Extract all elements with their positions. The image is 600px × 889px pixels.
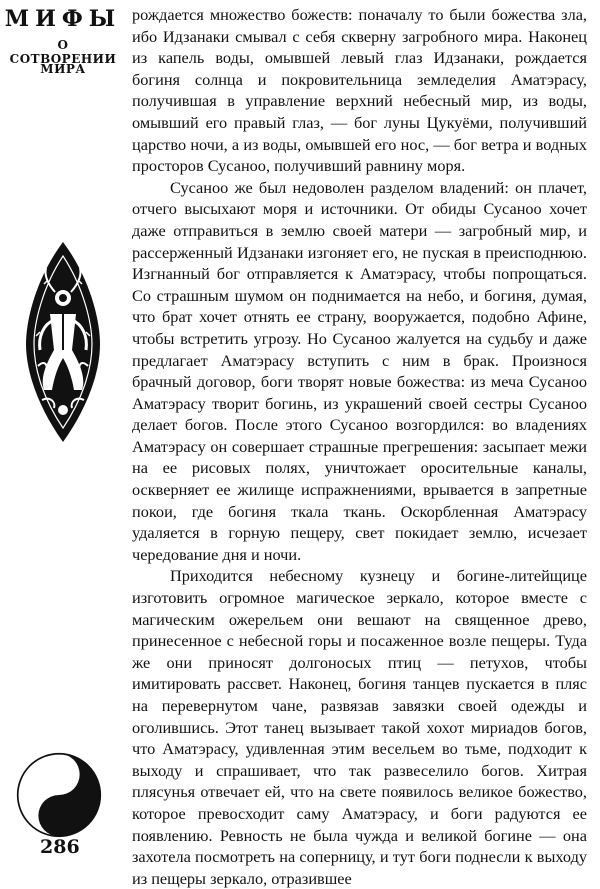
paragraph-2: Сусаноо же был недоволен разделом владений: он плачет, отчего высыхают моря и источники. От обиды Сусаноо хочет даже отправиться в землю своей матери — загробный мир, и рассерженный Идзанаки изгоняет его, не пуская в преисподнюю. Изгнанный бог отправляется к Аматэрасу, чтобы попрощаться. Со страшным шумом он поднимается на небо, и богиня, думая, что брат хочет отнять ее страну, вооружается, подобно Афине, чтобы встретить угрозу. Но Сусаноо жалуется на судьбу и даже предлагает Аматэрасу вступить с ним в брак. Произнося брачный договор, боги творят новые божества: из меча Сусаноо Аматэрасу творит богинь, из украшений своей сестры Сусаноо делает богов. После этого Сусаноо возгордился: во владениях Аматэрасу он совершает страшные прегрешения: засыпает межи на ее рисовых полях, уничтожает оросительные каналы, оскверняет ее жилище испражнениями, врывается в запретные покои, где богиня ткала ткань. Оскорбленная Аматэрасу удаляется в горную пещеру, свет покидает землю, исчезает чередование дня и ночи. (132, 177, 587, 564)
deity-emblem-icon (24, 240, 102, 444)
body-text (132, 4, 587, 889)
section-subtitle-line-1: О СОТВОРЕНИИ (9, 38, 117, 66)
paragraph-1: рождается множество божеств: поначалу то были божества зла, ибо Идзанаки смывал с себя скверну загробного мира. Наконец из капель воды, омывшей левый глаз Идзанаки, рождается богиня солнца и покровительница земледелия Аматэрасу, получившая в управление верхний небесный мир, из воды, омывший его правый глаз, — бог луны Цукуёми, получивший царство ночи, а из воды, омывшей его нос, — бог ветра и водных просторов Сусаноо, получивший равнину моря. (132, 5, 587, 176)
yin-yang-icon (16, 752, 102, 838)
page-number: 286 (40, 836, 80, 858)
section-title: МИФЫ (4, 6, 122, 32)
paragraph-3: Приходится небесному кузнецу и богине-литейщице изготовить огромное магическое зеркало, которое вместе с магическим ожерельем они вешают на священное древо, принесенное с небесной горы и посаженное возле пещеры. Туда же они приносят долгоносых птиц — петухов, чтобы имитировать рассвет. Наконец, богиня танцев пускается в пляс на перевернутом чане, развязав завязки своей одежды и оголившись. Этот танец вызывает такой хохот мириадов богов, что Аматэрасу, удивленная этим весельем во тьме, подходит к выходу и спрашивает, что так развеселило богов. Хитрая плясунья отвечает ей, что на свете появилось великое божество, которое превосходит саму Аматэрасу, и боги радуются ее появлению. Ревность не была чужда и великой богине — она захотела посмотреть на соперницу, и тут боги поднесли к выходу из пещеры зеркало, отразившее (132, 566, 587, 888)
sidebar (0, 0, 128, 872)
section-subtitle-line-2: МИРА (40, 62, 86, 76)
